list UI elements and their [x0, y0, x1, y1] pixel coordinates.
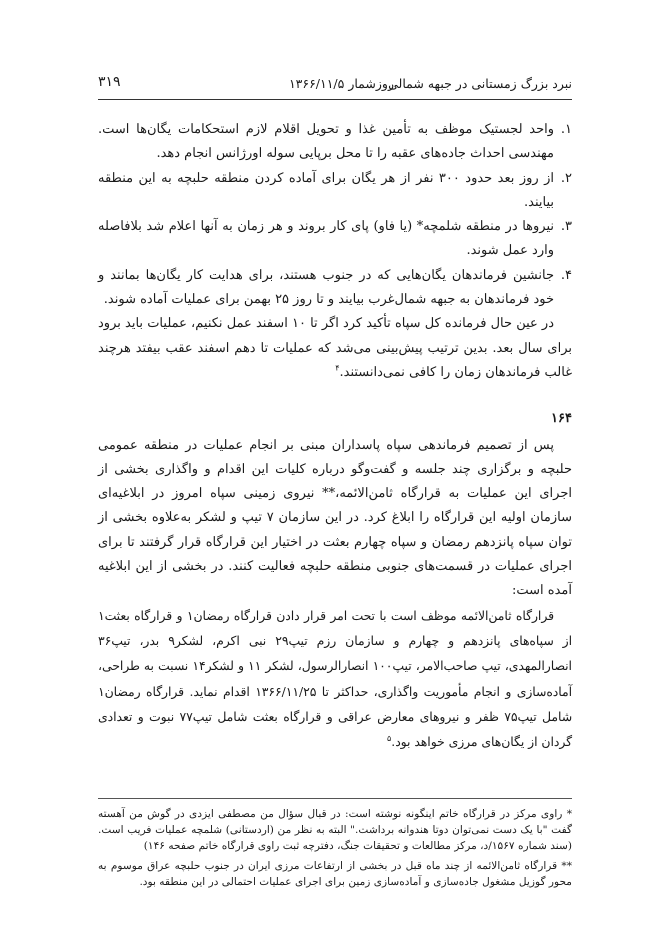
- running-header: [98, 76, 572, 98]
- list-item: [98, 264, 572, 313]
- header-divider: [98, 99, 572, 100]
- list-item-text: نیروها در منطقه شلمچه* (یا فاو) پای کار بروند و هر زمان به آنها اعلام شد بلافاصله وارد عمل شوند.: [98, 219, 554, 259]
- section-number: ۱۶۴: [551, 411, 572, 427]
- endnote-ref: ۴: [335, 363, 340, 373]
- paragraph-text: در عین حال فرمانده کل سپاه تأکید کرد اگر تا ۱۰ اسفند عمل نکنیم، عملیات باید برود برای سال بعد. بدین ترتیب پیش‌بینی می‌شد که عملیات تا دهم اسفند عقب بیفتد هرچند غالب فرماندهان زمان را کافی نمی‌دانستند.: [98, 316, 572, 380]
- list-item: [98, 167, 572, 216]
- list-item-text: از روز بعد حدود ۳۰۰ نفر از هر یگان برای آماده کردن منطقه حلبچه به این منطقه بیایند.: [98, 170, 554, 210]
- chapter-title: نبرد بزرگ زمستانی در جبهه شمالی: [388, 76, 572, 91]
- page-number: ۳۱۹: [98, 74, 121, 90]
- footnote: ** قرارگاه ثامن‌الائمه از چند ماه قبل در بخشی از ارتفاعات مرزی ایران در جنوب حلبچه عراق موسوم به محور گوزیل مشغول جاده‌سازی و آماده‌سازی زمین برای اجرای عملیات احتمالی در این منطقه بود.: [98, 859, 572, 888]
- header-date: روزشمار ۱۳۶۶/۱۱/۵: [288, 76, 394, 91]
- list-item-number: ۴.: [560, 267, 572, 283]
- paragraph: [98, 312, 572, 385]
- main-text: [98, 118, 572, 755]
- paragraph: پس از تصمیم فرماندهی سپاه پاسداران مبنی بر انجام عملیات در منطقه عمومی حلبچه و برگزاری چند جلسه و گفت‌وگو درباره کلیات این اقدام و واگذاری بخشی از اجرای این عملیات به قرارگاه ثامن‌الائمه،** نیروی زمینی سپاه امروز در ابلاغیه‌ای سازمان اولیه این قرارگاه را ابلاغ کرد. در این سازمان ۷ تیپ و لشکر به‌علاوه بخشی از توان سپاه پانزدهم رمضان و سپاه چهارم بعثت در اختیار این قرارگاه قرار گرفتند تا برای اجرای عملیات در قسمت‌های جنوبی منطقه حلبچه فعالیت کنند. در بخشی از این ابلاغیه آمده است:: [98, 437, 572, 599]
- list-item-text: واحد لجستیک موظف به تأمین غذا و تحویل اقلام لازم استحکامات یگان‌ها است. مهندسی احداث جاده‌های عقبه را تا محل برپایی سوله اورژانس انجام دهد.: [98, 122, 554, 162]
- quote-text: قرارگاه ثامن‌الائمه موظف است با تحت امر قرار دادن قرارگاه رمضان۱ و قرارگاه بعثت۱ از سپاه‌های پانزدهم و چهارم و سازمان رزم تیپ۲۹ نبی اکرم، لشکر۹ بدر، تیپ۳۶ انصارالمهدی، تیپ صاحب‌الامر، تیپ۱۰۰ انصارالرسول، لشکر ۱۱ و لشکر۱۴ نسبت به طراحی، آماده‌سازی و انجام مأموریت واگذاری، حداکثر تا ۱۳۶۶/۱۱/۲۵ اقدام نماید. قرارگاه رمضان۱ شامل تیپ۷۵ ظفر و نیروهای معارض عراقی و قرارگاه بعثت شامل تیپ۷۷ نبوت و تعدادی گردان از یگان‌های مرزی خواهد بود.: [98, 608, 573, 750]
- list-item-number: ۳.: [560, 219, 572, 235]
- list-item: [98, 118, 572, 167]
- footnote: * راوی مرکز در قرارگاه خاتم اینگونه نوشته است: در قبال سؤال من مصطفی ایزدی در گوش من آهسته گفت "با یک دست نمی‌توان دوتا هندوانه برداشت." البته به نظر من (اردستانی) شلمچه عملیات فریب است. (سند شماره ۱۵۶۷/د، مرکز مطالعات و تحقیقات جنگ، دفترچه ثبت راوی قرارگاه خاتم صفحه ۱۴۶): [98, 808, 572, 853]
- list-item-number: ۱.: [560, 122, 572, 137]
- list-item-text: جانشین فرماندهان یگان‌هایی که در جنوب هستند، برای هدایت کار یگان‌ها بمانند و خود فرماندهان به جبهه شمال‌غرب بیایند و تا روز ۲۵ بهمن برای عملیات آماده شوند.: [98, 267, 554, 308]
- quoted-order: [98, 604, 572, 756]
- footnotes: [98, 806, 572, 893]
- list-item: [98, 215, 572, 264]
- endnote-ref: ۵: [386, 734, 392, 744]
- footnote-divider: [98, 798, 572, 799]
- list-item-number: ۲.: [560, 170, 572, 186]
